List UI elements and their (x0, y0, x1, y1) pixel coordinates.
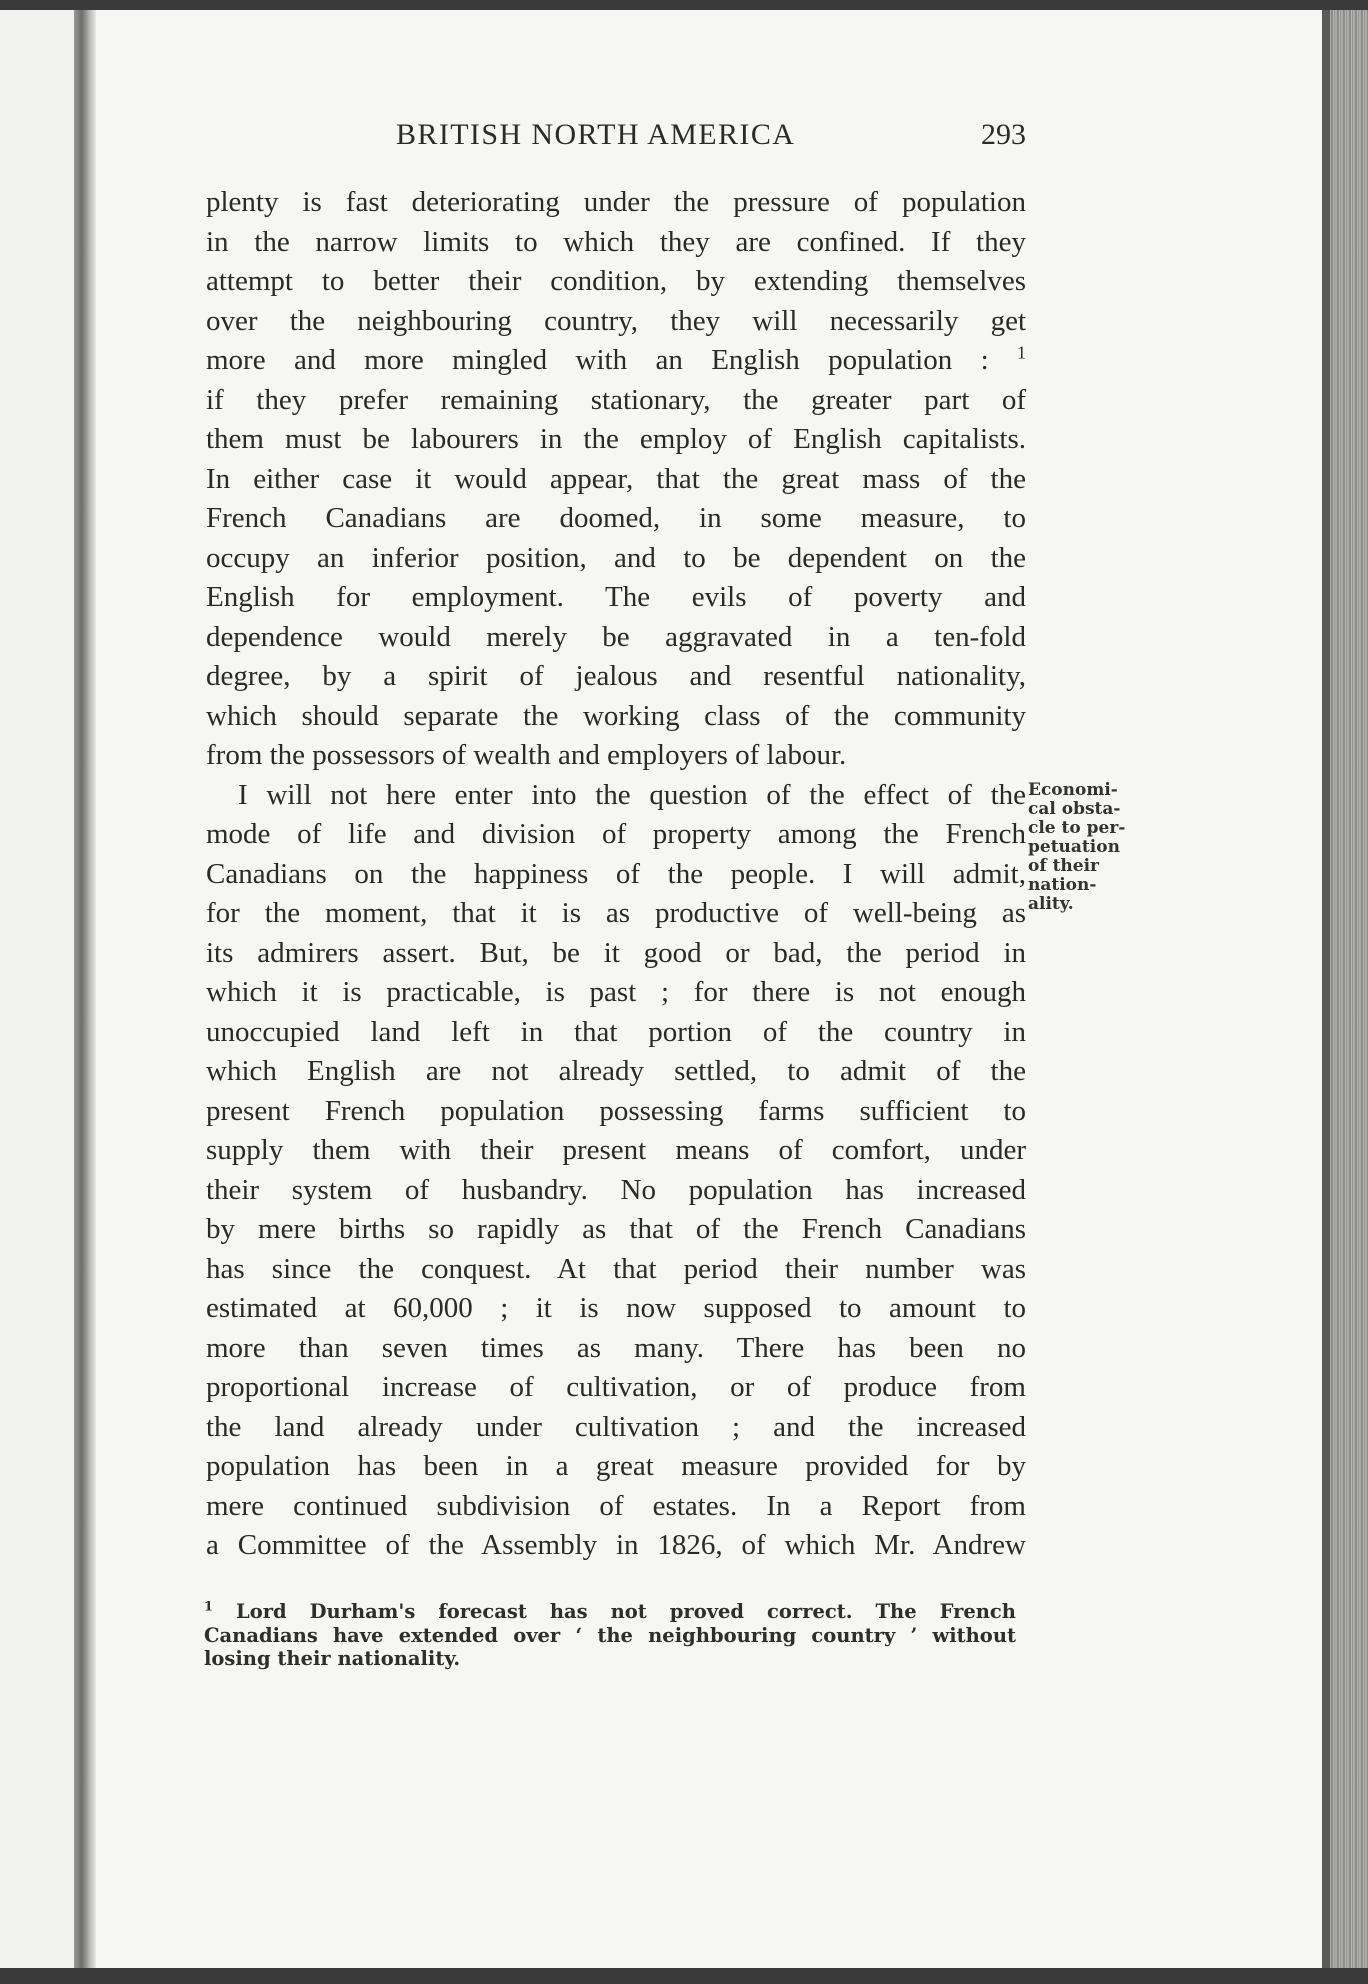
running-title: BRITISH NORTH AMERICA (396, 118, 796, 151)
margin-note-line: nation- (1028, 875, 1097, 895)
text-line: a Committee of the Assembly in 1826, of which Mr. Andrew (206, 1529, 1026, 1561)
footnote-line: Canadians have extended over ‘ the neighbouring country ’ without (204, 1623, 1016, 1647)
margin-note-line: cal obsta- (1028, 799, 1121, 819)
text-line: from the possessors of wealth and employers of labour. (206, 739, 847, 771)
page-edge-shadow (1322, 10, 1330, 1968)
running-head (206, 118, 1026, 158)
margin-note-line: of their (1028, 856, 1100, 876)
text-line: for the moment, that it is as productive of well-being as (206, 897, 1026, 929)
scan-top-border (0, 0, 1368, 10)
text-line-with-footnote (206, 341, 1026, 381)
text-line: occupy an inferior position, and to be dependent on the (206, 541, 1026, 574)
text-line: population has been in a great measure provided for by (206, 1450, 1026, 1482)
text-line: which it is practicable, is past ; for there is not enough (206, 976, 1026, 1008)
footnote (204, 1600, 1016, 1671)
footnote-line-content: Lord Durham's forecast has not proved correct. The French (236, 1600, 1016, 1623)
margin-note-line: petuation (1028, 837, 1120, 857)
text-line: estimated at 60,000 ; it is now supposed to amount to (206, 1292, 1026, 1324)
text-line: if they prefer remaining stationary, the greater part of (206, 383, 1026, 416)
text-line: supply them with their present means of comfort, under (206, 1134, 1026, 1166)
footnote-mark: 1 (204, 1599, 214, 1615)
text-line: its admirers assert. But, be it good or bad, the period in (206, 936, 1026, 969)
text-line: English for employment. The evils of poverty and (206, 581, 1026, 613)
text-line: proportional increase of cultivation, or of produce from (206, 1371, 1026, 1403)
footnote-reference: 1 (1017, 342, 1027, 363)
text-line: Canadians on the happiness of the people. I will admit, (206, 857, 1026, 890)
body-text (206, 183, 1026, 1566)
text-line: by mere births so rapidly as that of the French Canadians (206, 1213, 1026, 1245)
text-line: present French population possessing farms sufficient to (206, 1094, 1026, 1127)
text-line: which should separate the working class of the community (206, 699, 1026, 732)
page-number: 293 (981, 118, 1026, 151)
book-gutter (74, 10, 96, 1968)
margin-note-line: Economi- (1028, 780, 1118, 800)
text-line: mere continued subdivision of estates. In a Report from (206, 1489, 1026, 1522)
scan-bottom-border (0, 1968, 1368, 1984)
text-line: in the narrow limits to which they are confined. If they (206, 225, 1026, 258)
text-line: which English are not already settled, to admit of the (206, 1055, 1026, 1087)
text-line: degree, by a spirit of jealous and resentful nationality, (206, 660, 1026, 692)
text-line: over the neighbouring country, they will necessarily get (206, 304, 1026, 337)
text-line: attempt to better their condition, by extending themselves (206, 265, 1026, 297)
text-line: has since the conquest. At that period their number was (206, 1252, 1026, 1285)
footnote-line: losing their nationality. (204, 1647, 461, 1670)
paragraph-first-line: I will not here enter into the question of the effect of the (238, 778, 1026, 811)
text-line: unoccupied land left in that portion of the country in (206, 1015, 1026, 1048)
text-line-content: more and more mingled with an English population : (206, 344, 989, 376)
text-line: dependence would merely be aggravated in a ten-fold (206, 620, 1026, 653)
text-line: them must be labourers in the employ of English capitalists. (206, 423, 1026, 455)
margin-note-line: cle to per- (1028, 818, 1126, 838)
margin-note-line: ality. (1028, 894, 1074, 914)
text-line: French Canadians are doomed, in some measure, to (206, 502, 1026, 534)
text-line: their system of husbandry. No population has increased (206, 1173, 1026, 1206)
text-line: plenty is fast deteriorating under the pressure of population (206, 186, 1026, 218)
text-line: In either case it would appear, that the great mass of the (206, 462, 1026, 495)
margin-note (1028, 781, 1138, 914)
text-line: the land already under cultivation ; and the increased (206, 1410, 1026, 1443)
facing-page-margin (0, 10, 74, 1968)
text-line: more than seven times as many. There has been no (206, 1331, 1026, 1364)
text-line: mode of life and division of property among the French (206, 818, 1026, 850)
footnote-line (204, 1600, 1016, 1624)
